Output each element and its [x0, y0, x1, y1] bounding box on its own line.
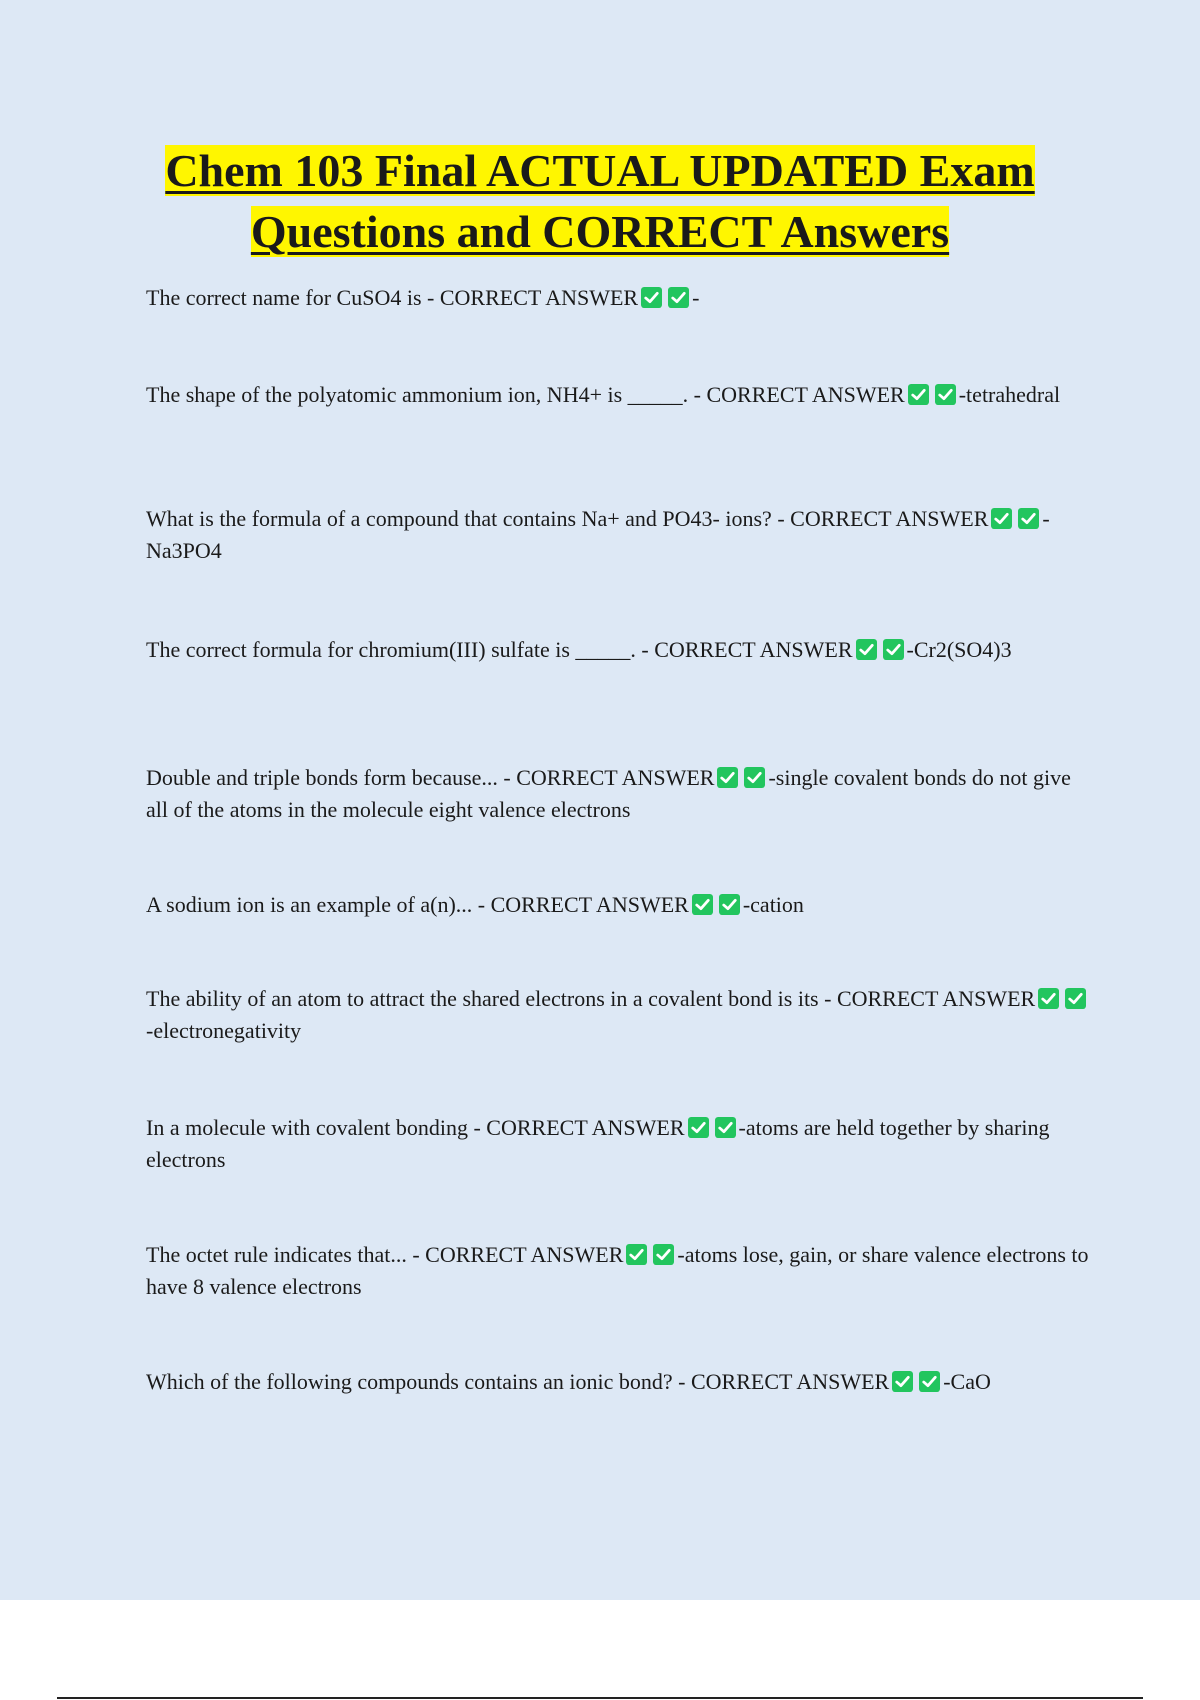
- check-box-icon: [856, 639, 877, 660]
- check-box-icon: [692, 894, 713, 915]
- check-box-icon: [892, 1371, 913, 1392]
- check-box-icon: [719, 894, 740, 915]
- qa-item-6: [146, 889, 1096, 921]
- qa-item-5: [146, 762, 1096, 826]
- check-box-icon: [688, 1117, 709, 1138]
- title-line-1: Chem 103 Final ACTUAL UPDATED Exam: [165, 145, 1035, 196]
- check-box-icon: [1065, 988, 1086, 1009]
- title-line-2: Questions and CORRECT Answers: [250, 206, 950, 257]
- qa-item-8: [146, 1112, 1096, 1176]
- check-box-icon: [717, 767, 738, 788]
- question-text: What is the formula of a compound that contains Na+ and PO43- ions? - CORRECT ANSWER: [146, 506, 989, 531]
- qa-item-2: [146, 379, 1096, 411]
- qa-item-9: [146, 1239, 1096, 1303]
- check-box-icon: [991, 508, 1012, 529]
- check-box-icon: [626, 1244, 647, 1265]
- answer-text: -electronegativity: [146, 1018, 302, 1043]
- qa-item-10: [146, 1366, 1096, 1398]
- footer-divider: [57, 1697, 1143, 1699]
- answer-text: -Cr2(SO4)3: [906, 637, 1012, 662]
- qa-item-4: [146, 634, 1096, 666]
- check-box-icon: [1018, 508, 1039, 529]
- qa-item-1: [146, 282, 1096, 314]
- check-box-icon: [883, 639, 904, 660]
- answer-text: -: [692, 285, 700, 310]
- question-text: Double and triple bonds form because... - CORRECT ANSWER: [146, 765, 715, 790]
- check-box-icon: [744, 767, 765, 788]
- check-box-icon: [919, 1371, 940, 1392]
- question-text: The correct formula for chromium(III) sulfate is _____. - CORRECT ANSWER: [146, 637, 853, 662]
- question-text: A sodium ion is an example of a(n)... - CORRECT ANSWER: [146, 892, 689, 917]
- qa-item-7: [146, 983, 1096, 1047]
- check-box-icon: [1038, 988, 1059, 1009]
- check-box-icon: [715, 1117, 736, 1138]
- question-text: The octet rule indicates that... - CORRECT ANSWER: [146, 1242, 624, 1267]
- answer-text: -cation: [742, 892, 804, 917]
- answer-text: -atoms are held together by sharing electrons: [146, 1115, 1050, 1172]
- question-text: The ability of an atom to attract the shared electrons in a covalent bond is its - CORRECT ANSWER: [146, 986, 1036, 1011]
- question-text: Which of the following compounds contains an ionic bond? - CORRECT ANSWER: [146, 1369, 890, 1394]
- qa-item-3: [146, 503, 1096, 567]
- answer-text: -Na3PO4: [146, 506, 1050, 563]
- answer-text: -CaO: [943, 1369, 991, 1394]
- check-box-icon: [641, 287, 662, 308]
- question-text: In a molecule with covalent bonding - CORRECT ANSWER: [146, 1115, 685, 1140]
- check-box-icon: [935, 384, 956, 405]
- question-text: The correct name for CuSO4 is - CORRECT ANSWER: [146, 285, 639, 310]
- answer-text: -atoms lose, gain, or share valence electrons to have 8 valence electrons: [146, 1242, 1089, 1299]
- answer-text: -single covalent bonds do not give all of the atoms in the molecule eight valence electrons: [146, 765, 1071, 822]
- check-box-icon: [668, 287, 689, 308]
- answer-text: -tetrahedral: [958, 382, 1061, 407]
- check-box-icon: [908, 384, 929, 405]
- document-title: [0, 140, 1200, 262]
- check-box-icon: [653, 1244, 674, 1265]
- question-text: The shape of the polyatomic ammonium ion, NH4+ is _____. - CORRECT ANSWER: [146, 382, 905, 407]
